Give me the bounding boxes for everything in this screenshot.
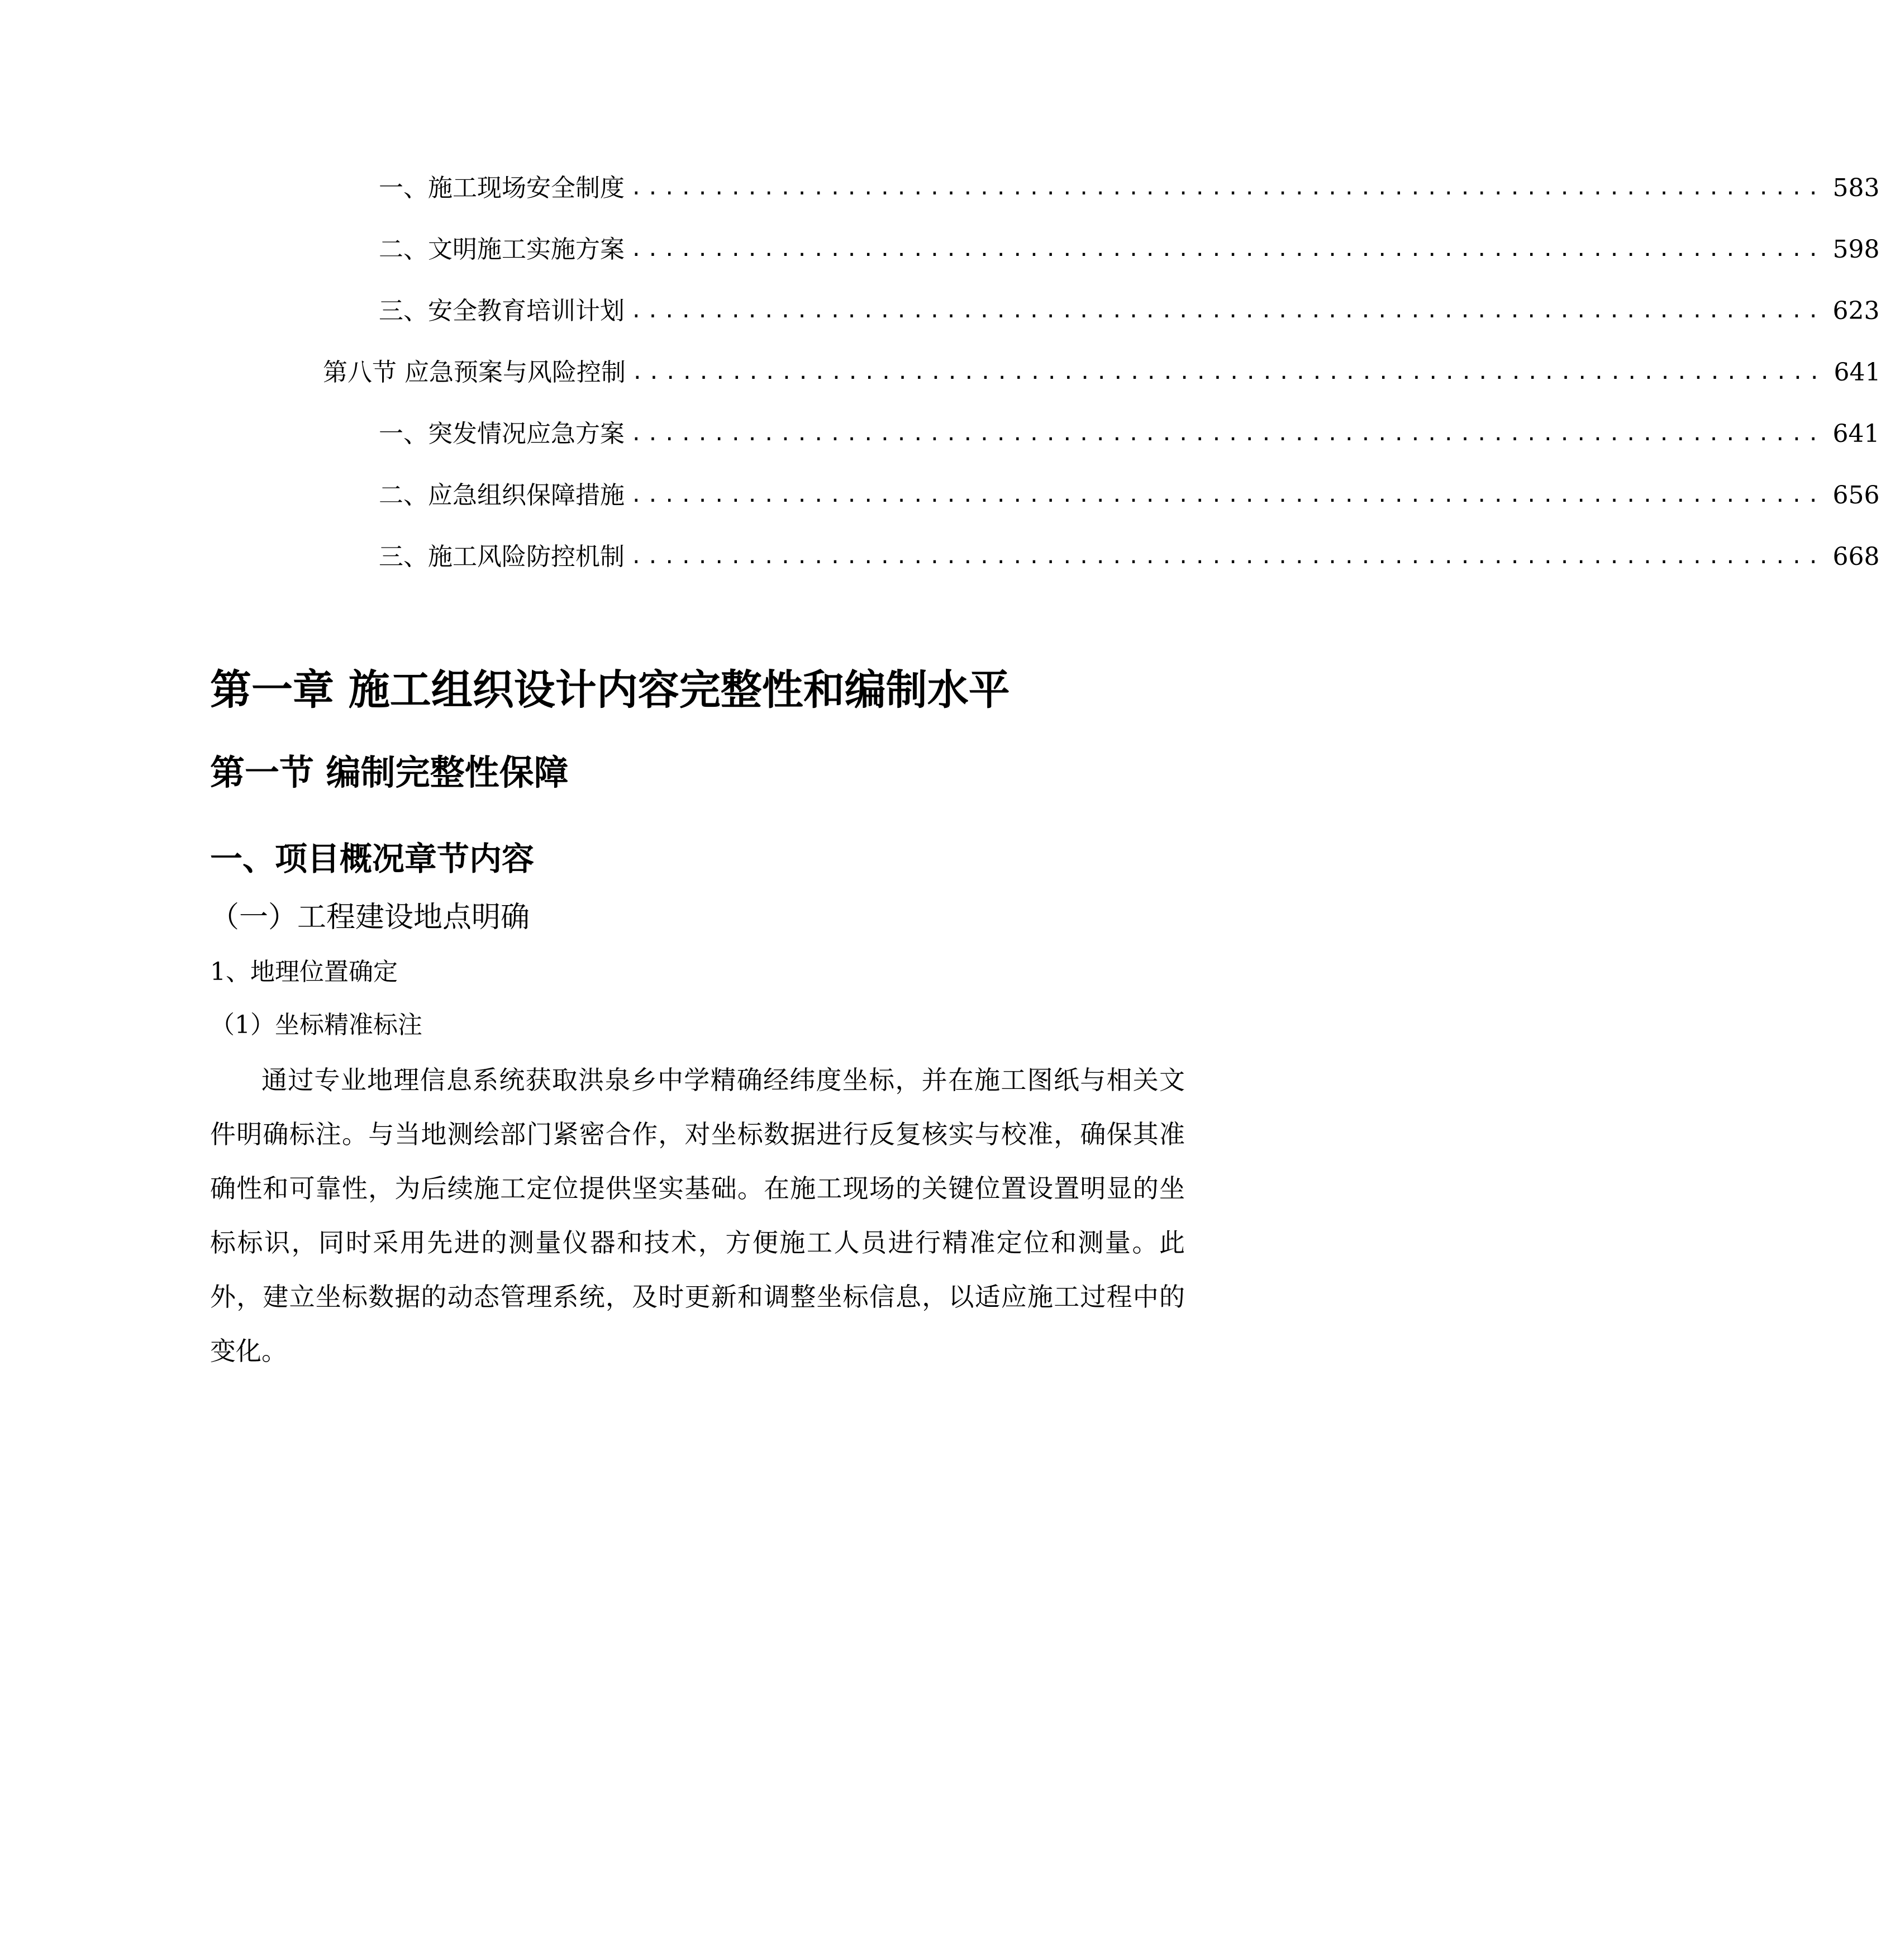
toc-entry-page: 668 (1832, 543, 1880, 571)
toc-entry-title: 安全教育培训计划 (428, 297, 625, 325)
toc-entry[interactable] (379, 476, 1880, 515)
toc-entry-number: 二、 (379, 481, 428, 510)
sub-item-title: （一）工程建设地点明确 (210, 901, 530, 934)
toc-entry-page: 641 (1834, 358, 1881, 387)
toc-entry-number: 二、 (379, 235, 428, 264)
toc-entry-title: 施工现场安全制度 (428, 174, 625, 202)
toc-entry-page: 656 (1832, 481, 1880, 510)
toc-dot-leader: ........................................................................ (630, 422, 1824, 445)
toc-entry-title: 施工风险防控机制 (428, 543, 625, 571)
toc-entry-number: 三、 (379, 543, 428, 571)
toc-dot-leader: ........................................................................ (630, 177, 1824, 199)
toc-dot-leader: ........................................................................ (630, 545, 1824, 568)
toc-dot-leader: ........................................................................ (631, 361, 1825, 384)
toc-entry[interactable] (379, 230, 1880, 269)
toc-entry-title: 应急组织保障措施 (428, 481, 625, 510)
toc-dot-leader: ........................................................................ (630, 238, 1824, 261)
toc-dot-leader: ........................................................................ (630, 484, 1824, 507)
toc-entry[interactable] (379, 415, 1880, 454)
toc-entry-page: 598 (1832, 235, 1880, 264)
toc-entry-title: 文明施工实施方案 (428, 235, 625, 264)
toc-entry[interactable] (379, 169, 1880, 208)
subsection-title: 一、项目概况章节内容 (210, 840, 535, 878)
toc-entry-number: 一、 (379, 420, 428, 448)
toc-entry-page: 641 (1832, 420, 1880, 448)
chapter-title: 第一章 施工组织设计内容完整性和编制水平 (210, 666, 1010, 714)
toc-entry-page: 623 (1832, 297, 1880, 325)
point-title: 1、地理位置确定 (210, 958, 398, 986)
toc-entry-page: 583 (1832, 174, 1880, 202)
toc-entry-title: 突发情况应急方案 (428, 420, 625, 448)
toc-entry-section[interactable] (323, 353, 1881, 392)
toc-entry-number: 一、 (379, 174, 428, 202)
section-title: 第一节 编制完整性保障 (210, 752, 569, 793)
toc-entry[interactable] (379, 292, 1880, 331)
toc-entry[interactable] (379, 537, 1880, 577)
toc-entry-title: 第八节 应急预案与风险控制 (323, 358, 626, 387)
body-paragraph: 通过专业地理信息系统获取洪泉乡中学精确经纬度坐标，并在施工图纸与相关文件明确标注。与当地测绘部门紧密合作，对坐标数据进行反复核实与校准，确保其准确性和可靠性，为后续施工定位提供坚实基础。在施工现场的关键位置设置明显的坐标标识，同时采用先进的测量仪器和技术，方便施工人员进行精准定位和测量。此外，建立坐标数据的动态管理系统，及时更新和调整坐标信息，以适应施工过程中的变化。 (210, 1065, 1185, 1366)
toc-entry-number: 三、 (379, 297, 428, 325)
toc-dot-leader: ........................................................................ (630, 299, 1824, 322)
subpoint-title: （1）坐标精准标注 (210, 1011, 422, 1039)
